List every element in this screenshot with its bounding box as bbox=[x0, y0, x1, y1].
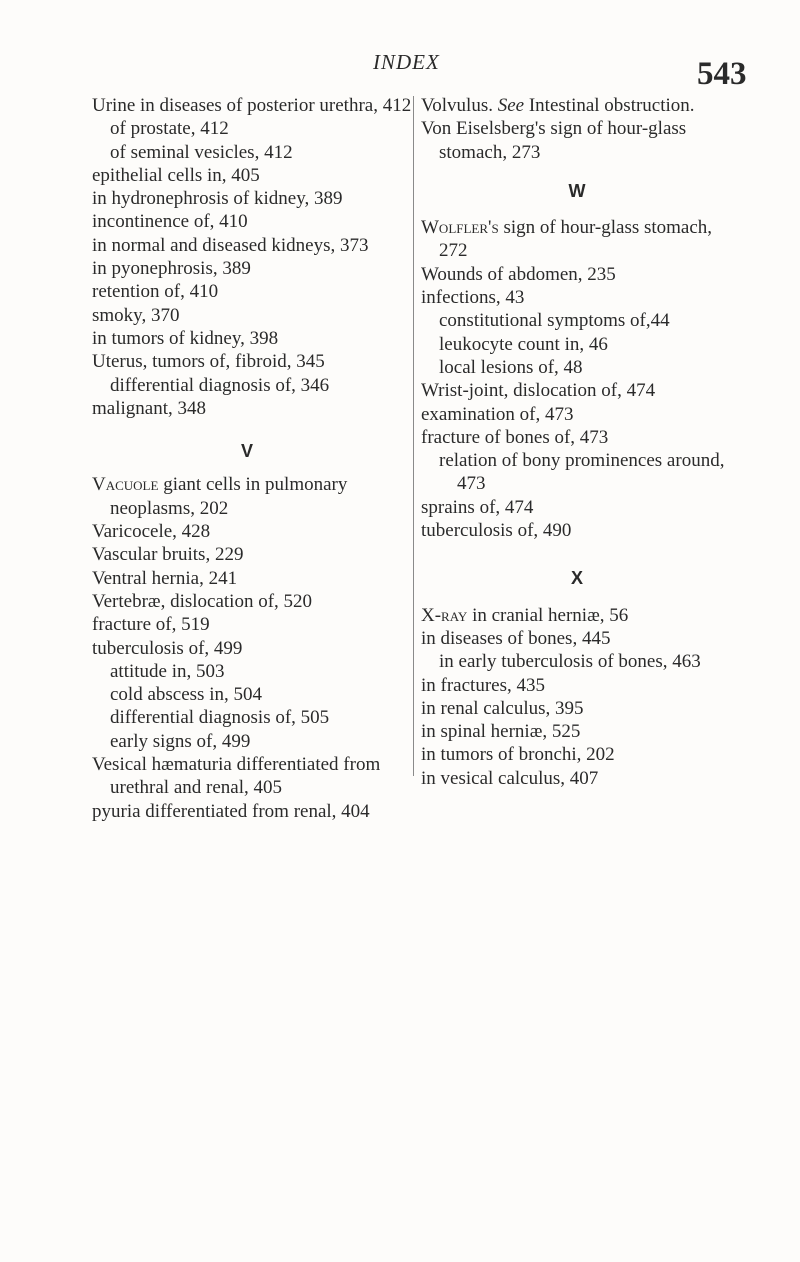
subentry: in tumors of kidney, 398 bbox=[92, 327, 279, 349]
entry-rest: sign of hour-glass stomach, 272 bbox=[439, 217, 713, 262]
subentry: infections, 43 bbox=[421, 287, 525, 309]
subentry: early signs of, 499 bbox=[110, 730, 251, 752]
subentry: differential diagnosis of, 346 bbox=[110, 374, 330, 396]
index-entry-vesical: Vesical hæmaturia differentiated from urethral and renal, 405 bbox=[92, 754, 381, 799]
index-entry-vacuole bbox=[92, 473, 412, 520]
subentry: relation of bony prominences around, 473 bbox=[439, 450, 725, 495]
subentry: fracture of bones of, 473 bbox=[421, 426, 609, 448]
subentry: retention of, 410 bbox=[92, 281, 219, 303]
index-entry-von-eiselsberg: Von Eiselsberg's sign of hour-glass stomach, 273 bbox=[421, 118, 687, 163]
subentry: fracture of, 519 bbox=[92, 614, 210, 636]
index-entry-xray bbox=[421, 604, 743, 627]
subentry: pyuria differentiated from renal, 404 bbox=[92, 800, 370, 822]
entry-head: X-ray bbox=[421, 604, 468, 626]
subentry: examination of, 473 bbox=[421, 403, 574, 425]
subentry: tuberculosis of, 490 bbox=[421, 520, 572, 542]
subentry: in hydronephrosis of kidney, 389 bbox=[92, 188, 343, 210]
column-divider bbox=[413, 96, 414, 776]
subentry: in pyonephrosis, 389 bbox=[92, 258, 251, 280]
subentry: malignant, 348 bbox=[92, 397, 206, 419]
subentry: in tumors of bronchi, 202 bbox=[421, 744, 615, 766]
subentry: differential diagnosis of, 505 bbox=[110, 707, 330, 729]
left-column bbox=[92, 94, 412, 823]
index-entry-volvulus bbox=[421, 94, 743, 117]
subentry: leukocyte count in, 46 bbox=[439, 333, 608, 355]
subentry: in vesical calculus, 407 bbox=[421, 767, 599, 789]
section-heading-x: X bbox=[570, 568, 583, 589]
see-reference: See bbox=[497, 95, 525, 116]
subentry: cold abscess in, 504 bbox=[110, 684, 262, 706]
subentry: in early tuberculosis of bones, 463 bbox=[439, 651, 701, 673]
subentry: sprains of, 474 bbox=[421, 496, 534, 518]
index-entry-ventral: Ventral hernia, 241 bbox=[92, 567, 238, 589]
entry-rest: in cranial herniæ, 56 bbox=[467, 604, 629, 626]
subentry: attitude in, 503 bbox=[110, 660, 225, 682]
entry-head: Wolfler's bbox=[421, 217, 499, 239]
page-number: 543 bbox=[697, 56, 747, 92]
entry-head: Vacuole bbox=[92, 474, 159, 496]
index-entry-urine: Urine in diseases of posterior urethra, 412 bbox=[92, 95, 412, 116]
subentry: incontinence of, 410 bbox=[92, 211, 248, 233]
subentry: smoky, 370 bbox=[92, 304, 180, 326]
subentry: in renal calculus, 395 bbox=[421, 697, 584, 719]
subentry: epithelial cells in, 405 bbox=[92, 164, 260, 186]
subentry: of prostate, 412 bbox=[110, 118, 229, 140]
right-column bbox=[421, 94, 743, 790]
subentry: tuberculosis of, 499 bbox=[92, 637, 243, 659]
entry-rest: giant cells in pulmonary neoplasms, 202 bbox=[110, 474, 348, 519]
entry-post: Intestinal obstruction. bbox=[524, 95, 695, 116]
subentry: constitutional symptoms of,44 bbox=[439, 310, 670, 332]
index-entry-uterus: Uterus, tumors of, fibroid, 345 bbox=[92, 351, 325, 373]
subentry: in normal and diseased kidneys, 373 bbox=[92, 234, 369, 256]
running-head: INDEX bbox=[373, 50, 440, 74]
index-entry-vascular: Vascular bruits, 229 bbox=[92, 544, 244, 566]
index-entry-wrist: Wrist-joint, dislocation of, 474 bbox=[421, 380, 656, 402]
section-heading-v: V bbox=[240, 441, 253, 462]
subentry: in spinal herniæ, 525 bbox=[421, 721, 581, 743]
index-entry-wolfler bbox=[421, 216, 743, 263]
subentry: in diseases of bones, 445 bbox=[421, 627, 611, 649]
entry-pre: Volvulus. bbox=[421, 95, 498, 116]
index-entry-wounds: Wounds of abdomen, 235 bbox=[421, 263, 616, 285]
index-entry-vertebrae: Vertebræ, dislocation of, 520 bbox=[92, 590, 313, 612]
subentry: in fractures, 435 bbox=[421, 674, 545, 696]
subentry: local lesions of, 48 bbox=[439, 356, 583, 378]
subentry: of seminal vesicles, 412 bbox=[110, 141, 293, 163]
section-heading-w: W bbox=[568, 180, 586, 201]
index-entry-varicocele: Varicocele, 428 bbox=[92, 521, 211, 543]
